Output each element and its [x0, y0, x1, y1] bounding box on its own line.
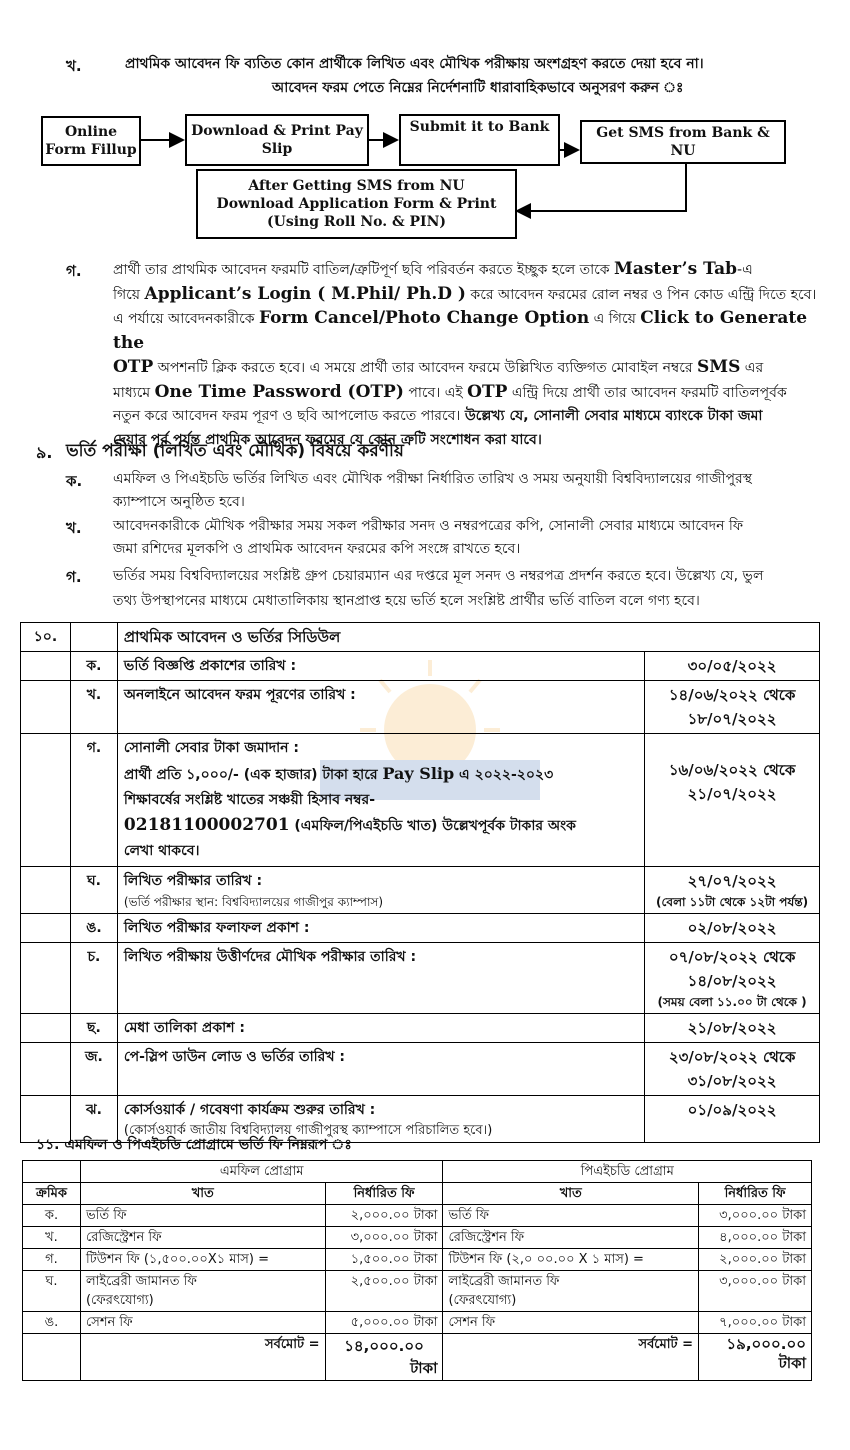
row-date: ৩০/০৫/২০২২: [645, 652, 820, 681]
row-date: [645, 943, 820, 1014]
text: এ ২০২২-২০২৩: [454, 767, 554, 783]
fee-total-row: [23, 1334, 812, 1381]
total-label: সর্বমোট =: [80, 1334, 325, 1381]
empty-cell: [21, 867, 71, 914]
table-row: [23, 1249, 812, 1271]
row-mark: ঘ.: [70, 867, 117, 914]
mphil-item: টিউশন ফি (১,৫০০.০০X১ মাস) =: [80, 1249, 325, 1271]
mphil-item: ভর্তি ফি: [80, 1205, 325, 1227]
text: Applicant’s Login ( M.Phil/ Ph.D ): [144, 283, 466, 304]
date-line: ২৩/০৮/২০২২ থেকে: [668, 1048, 796, 1066]
date-line: ৩১/০৮/২০২২: [687, 1072, 777, 1090]
mphil-fee: ২,৫০০.০০ টাকা: [325, 1271, 443, 1312]
table-row: [21, 1043, 820, 1096]
phd-header: পিএইচডি প্রোগ্রাম: [443, 1161, 812, 1183]
date-line: ০৭/০৮/২০২২ থেকে: [668, 948, 796, 966]
row-mark: ঝ.: [70, 1096, 117, 1143]
text: (ফেরৎযোগ্য): [85, 1293, 154, 1308]
empty-cell: [21, 914, 71, 943]
row-date: ২১/০৮/২০২২: [645, 1014, 820, 1043]
table-row: [21, 681, 820, 734]
date-line: ২১/০৭/২০২২: [687, 785, 777, 803]
text: প্রার্থী প্রতি ১,০০০/- (এক হাজার) টাকা হারে: [123, 767, 383, 783]
text: -এ: [737, 262, 753, 278]
flow-box-get-sms: Get SMS from Bank & NU: [580, 120, 786, 164]
text: Pay Slip: [382, 764, 455, 783]
empty-cell: [21, 1043, 71, 1096]
empty-cell: [21, 943, 71, 1014]
date-line: ১৪/০৮/২০২২: [687, 972, 777, 990]
table-row: [21, 1014, 820, 1043]
col-fee: নির্ধারিত ফি: [325, 1183, 443, 1205]
text: SMS: [696, 357, 741, 377]
text: এ পর্যায়ে আবেদনকারীকে: [113, 311, 259, 327]
mphil-fee: ৫,০০০.০০ টাকা: [325, 1312, 443, 1334]
row-label: [117, 867, 644, 914]
text: প্রার্থী তার প্রাথমিক আবেদন ফরমটি বাতিল/ত্রুটিপূর্ণ ছবি পরিবর্তন করতে ইচ্ছুক হলে তাকে: [113, 262, 615, 278]
empty-cell: [21, 734, 71, 867]
table-row: [21, 652, 820, 681]
text: তথ্য উপস্থাপনের মাধ্যমে মেধাতালিকায় স্থানপ্রাপ্ত হয়ে ভর্তি হলে সংশ্লিষ্ট প্রার্থীর ভর্তি বাতিল বলে গণ্য হবে।: [113, 593, 700, 609]
phd-item: সেশন ফি: [443, 1312, 699, 1334]
date-line: (বেলা ১১টা থেকে ১২টা পর্যন্ত): [656, 895, 809, 909]
fee-program-header-row: [23, 1161, 812, 1183]
item-mark: গ.: [66, 568, 82, 586]
text: Click to Generate the: [113, 308, 808, 353]
mphil-fee: ৩,০০০.০০ টাকা: [325, 1227, 443, 1249]
empty-cell: [23, 1334, 81, 1381]
flow-box-download-form: [196, 169, 517, 239]
empty-cell: [23, 1161, 81, 1183]
text: অপশনটি ক্লিক করতে হবে। এ সময়ে প্রার্থী তার আবেদন ফরমে উল্লিখিত ব্যক্তিগত মোবাইল নম্বরে: [153, 360, 697, 376]
text: কোর্সওয়ার্ক / গবেষণা কার্যক্রম শুরুর তারিখ :: [123, 1102, 376, 1118]
col-fee: নির্ধারিত ফি: [699, 1183, 812, 1205]
flow-box-pay-slip: Download & Print Pay Slip: [185, 114, 369, 166]
text: লিখিত পরীক্ষার তারিখ :: [123, 873, 263, 889]
text: এন্ট্রি দিয়ে প্রার্থী তার আবেদন ফরমটি বাতিলপূর্বক: [507, 384, 787, 401]
section9-ga: [113, 564, 818, 614]
empty-cell: [21, 681, 71, 734]
table-row: [23, 1227, 812, 1249]
schedule-table: [20, 622, 820, 1143]
date-line: (সময় বেলা ১১.০০ টা থেকে ): [657, 995, 807, 1009]
row-label: [117, 734, 644, 867]
text: করে আবেদন ফরমের রোল নম্বর ও পিন কোড এন্ট্রি দিতে হবে।: [465, 286, 817, 303]
serial: খ.: [23, 1227, 81, 1249]
text: দেয়ার পূর্ব পর্যন্ত প্রাথমিক আবেদন ফরমের যে কোন ত্রুটি সংশোধন করা যাবে।: [113, 431, 542, 448]
flow-box-submit-bank: Submit it to Bank: [399, 114, 560, 166]
phd-fee: ৩,০০০.০০ টাকা: [699, 1271, 812, 1312]
text: সোনালী সেবার টাকা জমাদান :: [123, 740, 300, 756]
date-line: ১৮/০৭/২০২২: [687, 710, 777, 728]
flow-box5-line1: After Getting SMS from NU: [248, 178, 465, 194]
row-label: লিখিত পরীক্ষায় উত্তীর্ণদের মৌখিক পরীক্ষার তারিখ :: [117, 943, 644, 1014]
col-item: খাত: [80, 1183, 325, 1205]
text: মাধ্যমে: [113, 384, 155, 401]
item-mark: খ.: [66, 519, 82, 537]
flow-box5-line3: (Using Roll No. & PIN): [266, 214, 446, 230]
row-label: পে-স্লিপ ডাউন লোড ও ভর্তির তারিখ :: [117, 1043, 644, 1096]
row-label: অনলাইনে আবেদন ফরম পূরণের তারিখ :: [117, 681, 644, 734]
text: আবেদনকারীকে মৌখিক পরীক্ষার সময় সকল পরীক্ষার সনদ ও নম্বরপত্রের কপি, সোনালী সেবার মাধ্যমে আবেদন ফি: [113, 518, 744, 534]
text: জমা রশিদের মূলকপি ও প্রাথমিক আবেদন ফরমের কপি সংঙ্গে রাখতে হবে।: [113, 541, 521, 557]
col-item: খাত: [443, 1183, 699, 1205]
empty-cell: [21, 1014, 71, 1043]
ga-paragraph: [113, 258, 818, 452]
text: এ গিয়ে: [589, 311, 641, 327]
text: টাকা: [410, 1359, 438, 1377]
row-date: ০১/০৯/২০২২: [645, 1096, 820, 1143]
mphil-item: রেজিস্ট্রেশন ফি: [80, 1227, 325, 1249]
phd-item: টিউশন ফি (২,০ ০০.০০ X ১ মাস) =: [443, 1249, 699, 1271]
mphil-fee: ১,৫০০.০০ টাকা: [325, 1249, 443, 1271]
mphil-header: এমফিল প্রোগ্রাম: [80, 1161, 443, 1183]
row-mark: চ.: [70, 943, 117, 1014]
section9-kha: [113, 515, 818, 561]
text: (ফেরৎযোগ্য): [448, 1293, 517, 1308]
text: ক্যাম্পাসে অনুষ্ঠিত হবে।: [113, 494, 245, 510]
text: (কোর্সওয়ার্ক জাতীয় বিশ্ববিদ্যালয় গাজীপুরস্থ ক্যাম্পাসে পরিচালিত হবে।): [123, 1123, 493, 1138]
fee-column-header-row: [23, 1183, 812, 1205]
phd-fee: ২,০০০.০০ টাকা: [699, 1249, 812, 1271]
text: এর: [740, 360, 764, 376]
kha-line2: আবেদন ফরম পেতে নিম্নের নির্দেশনাটি ধারাবাহিকভাবে অনুসরণ করুন ঃ: [272, 80, 684, 96]
row-date: [645, 867, 820, 914]
row-mark: জ.: [70, 1043, 117, 1096]
table-row: [23, 1312, 812, 1334]
schedule-title: প্রাথমিক আবেদন ও ভর্তির সিডিউল: [117, 623, 819, 652]
text: OTP: [467, 381, 508, 402]
row-mark: গ.: [70, 734, 117, 867]
phd-item: [443, 1271, 699, 1312]
table-row: [21, 867, 820, 914]
account-number: 02181100002701: [123, 815, 290, 835]
phd-item: রেজিস্ট্রেশন ফি: [443, 1227, 699, 1249]
serial: ঙ.: [23, 1312, 81, 1334]
text: পাবে। এই: [403, 384, 468, 401]
text: উল্লেখ্য যে, সোনালী সেবার মাধ্যমে ব্যাংকে টাকা জমা: [464, 408, 763, 424]
schedule-header-row: [21, 623, 820, 652]
flow-box5-line2: Download Application Form & Print: [216, 196, 497, 212]
section9-num: ৯.: [36, 443, 53, 462]
table-row: [21, 943, 820, 1014]
empty-cell: [70, 623, 117, 652]
date-line: ১৪/০৬/২০২২ থেকে: [668, 686, 796, 704]
text: (এমফিল/পিএইচডি খাত) উল্লেখপূর্বক টাকার অংক: [289, 818, 576, 834]
row-date: [645, 734, 820, 867]
text: Master’s Tab: [614, 259, 738, 279]
text: লাইব্রেরী জামানত ফি: [448, 1274, 560, 1289]
mphil-item: [80, 1271, 325, 1312]
text: লাইব্রেরী জামানত ফি: [85, 1274, 197, 1289]
text: ভর্তির সময় বিশ্ববিদ্যালয়ের সংশ্লিষ্ট গ্রুপ চেয়ারম্যান এর দপ্তরে মূল সনদ ও নম্বরপত্র প্রদর্শন করতে হবে। উল্লেখ্য যে, ভুল: [113, 568, 764, 584]
phd-total: ১৯,০০০.০০ টাকা: [699, 1334, 812, 1381]
mphil-total: [325, 1334, 443, 1381]
serial: ঘ.: [23, 1271, 81, 1312]
text: গিয়ে: [113, 286, 145, 303]
kha-line1: প্রাথমিক আবেদন ফি ব্যতিত কোন প্রার্থীকে লিখিত এবং মৌখিক পরীক্ষায় অংশগ্রহণ করতে দেয়া হবে না।: [125, 56, 704, 72]
item-mark: ক.: [66, 472, 83, 490]
text: ১৪,০০০.০০: [344, 1337, 424, 1355]
date-line: ২৭/০৭/২০২২: [687, 872, 777, 890]
phd-fee: ৩,০০০.০০ টাকা: [699, 1205, 812, 1227]
row-mark: ক.: [70, 652, 117, 681]
fee-table: [22, 1160, 812, 1381]
date-line: ১৬/০৬/২০২২ থেকে: [668, 761, 796, 779]
mphil-item: সেশন ফি: [80, 1312, 325, 1334]
section9-ka: [113, 468, 818, 514]
item-mark: গ.: [66, 262, 82, 280]
row-mark: খ.: [70, 681, 117, 734]
row-mark: ছ.: [70, 1014, 117, 1043]
table-row: [23, 1205, 812, 1227]
table-row: [21, 914, 820, 943]
section9-title: ভর্তি পরীক্ষা (লিখিত এবং মৌখিক) বিষয়ে করণীয়: [66, 441, 404, 461]
row-date: ০২/০৮/২০২২: [645, 914, 820, 943]
text: এমফিল ও পিএইচডি ভর্তির লিখিত এবং মৌখিক পরীক্ষা নির্ধারিত তারিখ ও সময় অনুযায়ী বিশ্ববিদ্যালয়ের গাজীপুরস্থ: [113, 471, 752, 487]
row-date: [645, 1043, 820, 1096]
phd-fee: ৪,০০০.০০ টাকা: [699, 1227, 812, 1249]
text: One Time Password (OTP): [154, 381, 404, 402]
row-date: [645, 681, 820, 734]
text: (ভর্তি পরীক্ষার স্থান: বিশ্ববিদ্যালয়ের গাজীপুর ক্যাম্পাস): [123, 895, 384, 909]
serial: গ.: [23, 1249, 81, 1271]
mphil-fee: ২,০০০.০০ টাকা: [325, 1205, 443, 1227]
row-mark: ঙ.: [70, 914, 117, 943]
empty-cell: [21, 652, 71, 681]
flow-box-online-form: Online Form Fillup: [41, 116, 141, 166]
col-serial: ক্রমিক: [23, 1183, 81, 1205]
table-row: [21, 734, 820, 867]
item-mark: খ.: [66, 57, 82, 75]
phd-fee: ৭,০০০.০০ টাকা: [699, 1312, 812, 1334]
phd-item: ভর্তি ফি: [443, 1205, 699, 1227]
row-label: লিখিত পরীক্ষার ফলাফল প্রকাশ :: [117, 914, 644, 943]
row-label: মেধা তালিকা প্রকাশ :: [117, 1014, 644, 1043]
row-label: ভর্তি বিজ্ঞপ্তি প্রকাশের তারিখ :: [117, 652, 644, 681]
table-row: [23, 1271, 812, 1312]
text: শিক্ষাবর্ষের সংশ্লিষ্ট খাতের সঞ্চয়ী হিসাব নম্বর-: [123, 792, 376, 808]
text: লেখা থাকবে।: [123, 843, 200, 859]
text: নতুন করে আবেদন ফরম পূরণ ও ছবি আপলোড করতে পারবে।: [113, 408, 465, 424]
serial: ক.: [23, 1205, 81, 1227]
total-label: সর্বমোট =: [443, 1334, 699, 1381]
text: OTP: [113, 357, 154, 377]
text: Form Cancel/Photo Change Option: [258, 308, 590, 328]
schedule-num: ১০.: [21, 623, 71, 652]
section11-title: ১১. এমফিল ও পিএইচডি প্রোগ্রামে ভর্তি ফি নিম্নরূপ ঃ: [36, 1137, 352, 1153]
